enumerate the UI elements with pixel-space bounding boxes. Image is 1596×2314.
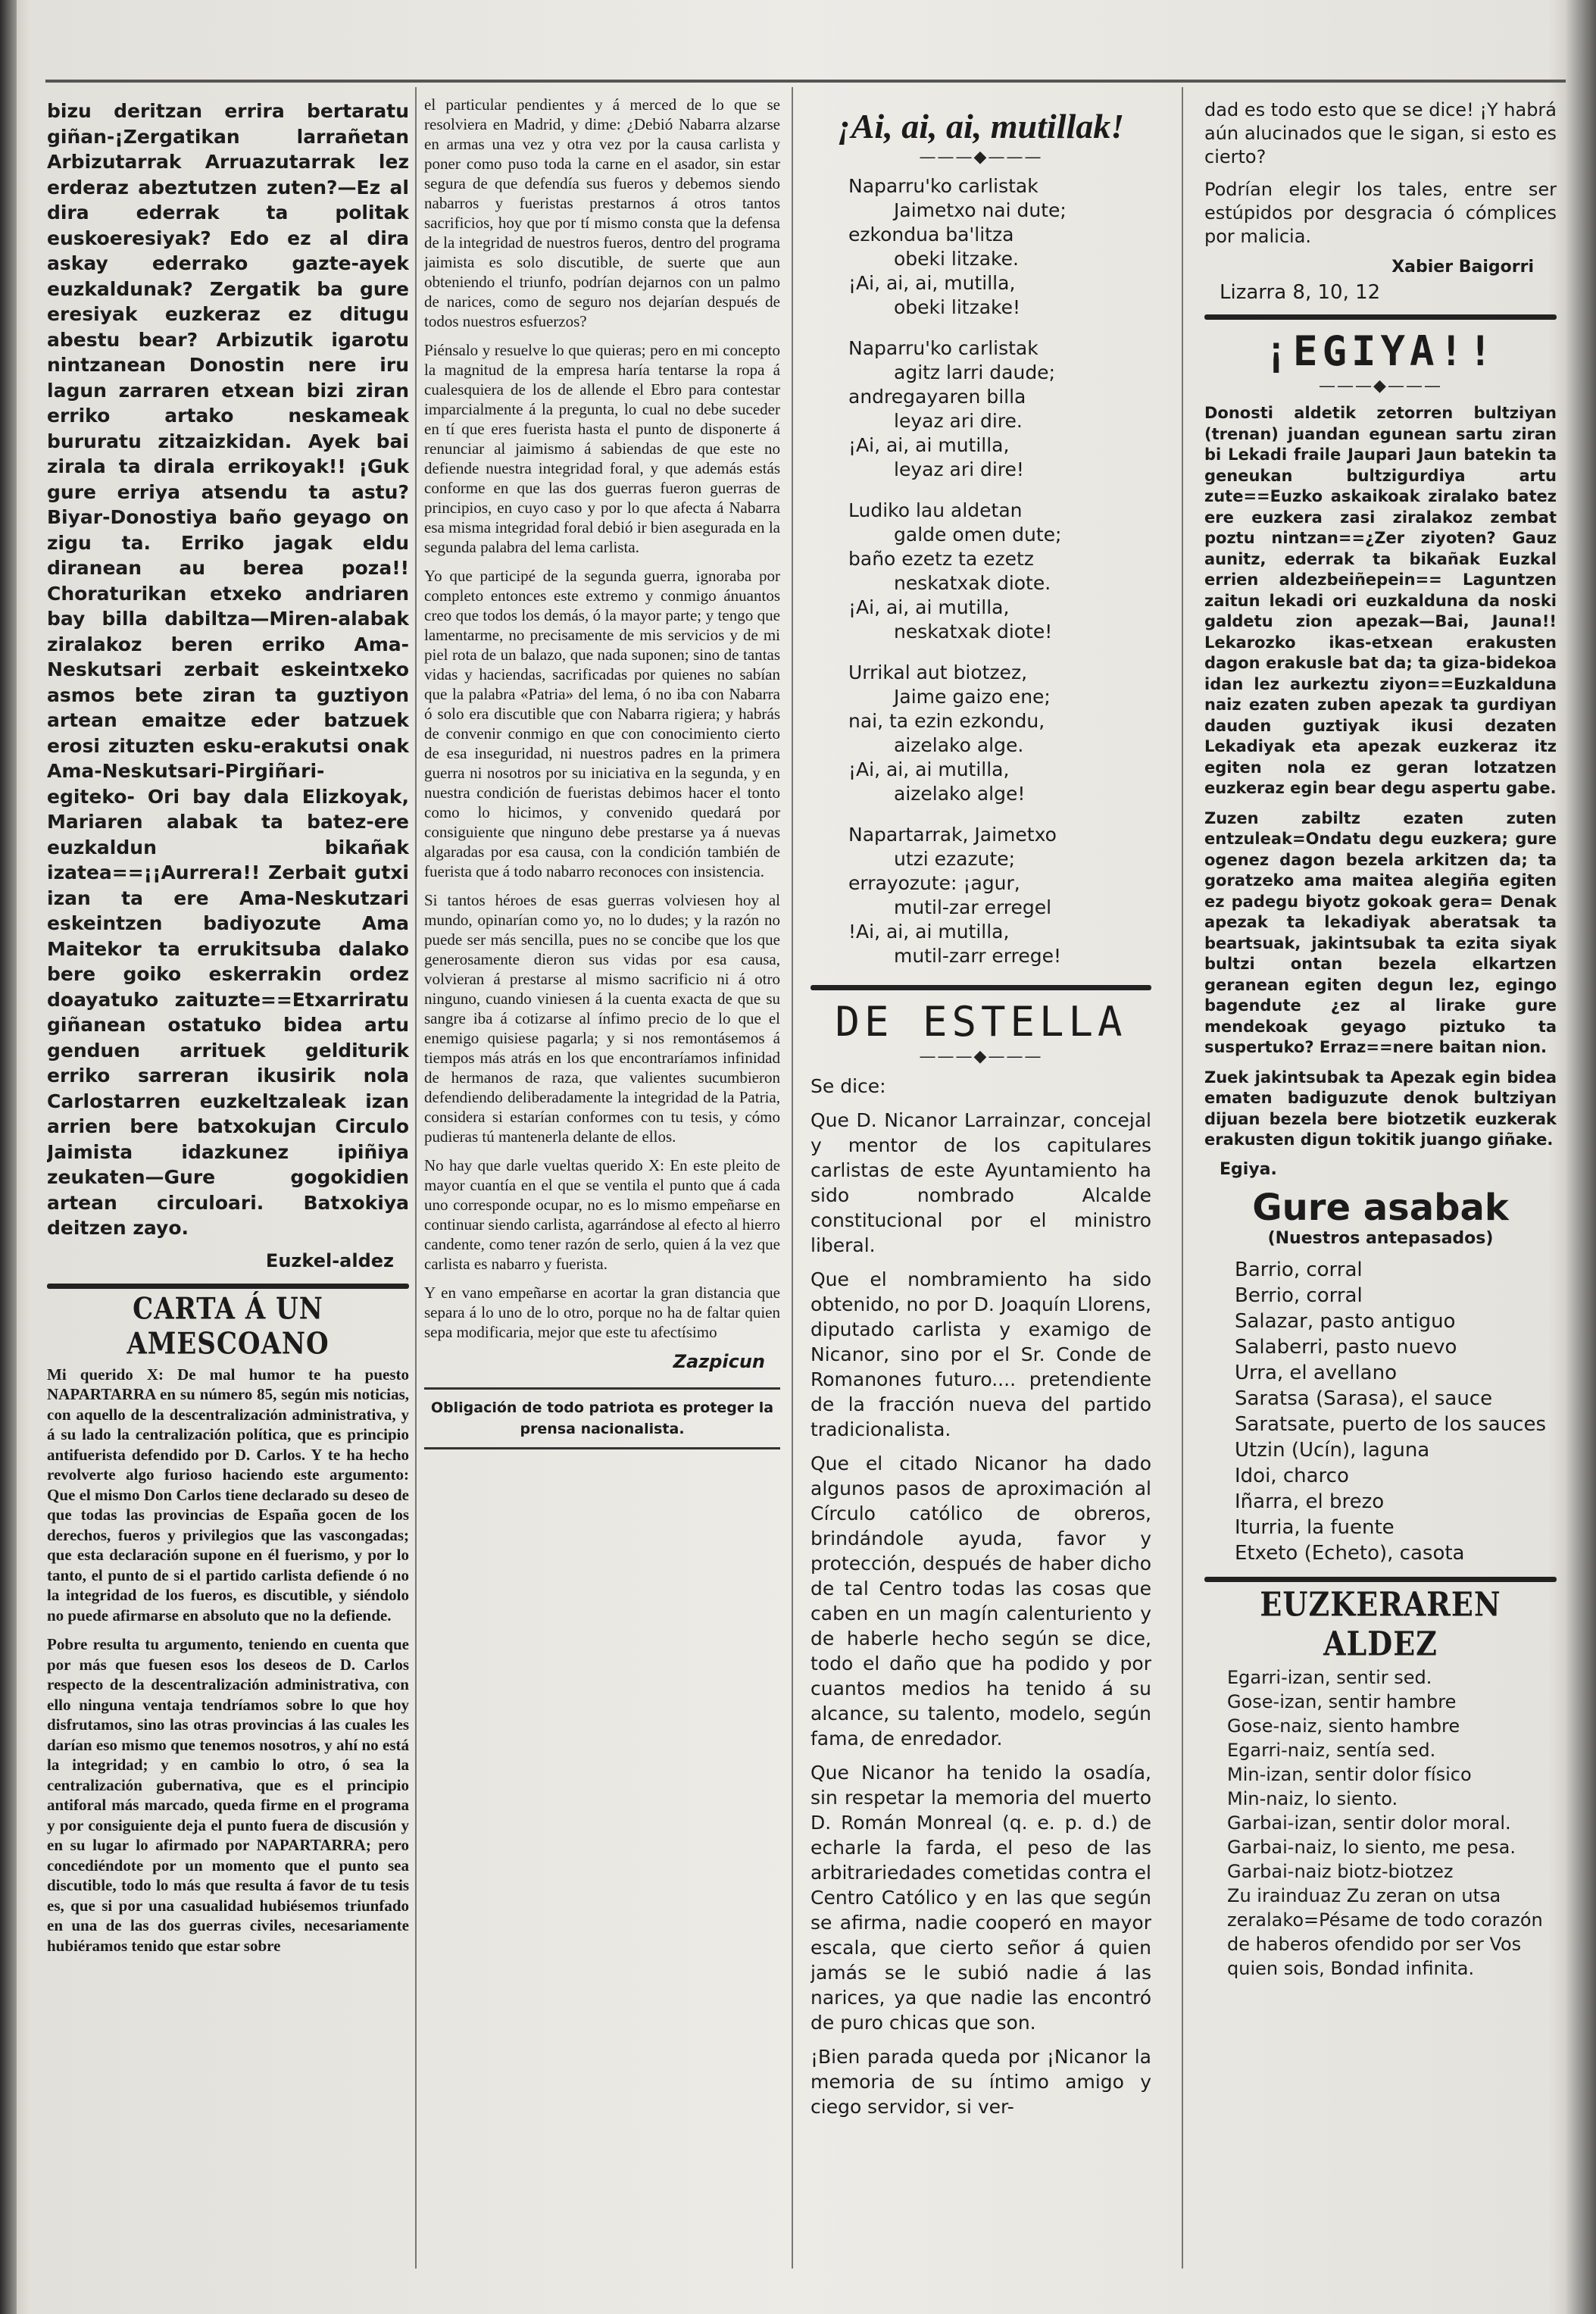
article-paragraph: el particular pendientes y á merced de lo que se resolviera en Madrid, y dime: ¿Debió Nabarra alzarse en armas una vez y otra vez por la causa carlista y poner como puso toda la carne en el asador, sin estar segura de que defendía sus fueros y debemos siendo nabarros y fueristas prestarnos á otros tantos sacrificios, hoy que por tí mismo consta que la defensa de la integridad de nuestros fueros, dentro del programa jaimista es solo discutible, de suerte que aun obteniendo el triunfo, podrían dejarnos con un palmo de narices, como de seguro nos dejarían después de todos nuestros esfuerzos? bbox=[424, 95, 780, 330]
article-signature: Xabier Baigorri bbox=[1391, 258, 1534, 277]
poem-line: ¡Ai, ai, ai, mutilla, bbox=[848, 272, 1016, 294]
list-item: Saratsate, puerto de los sauces bbox=[1235, 1412, 1546, 1436]
poem-line: errayozute: ¡agur, bbox=[848, 872, 1020, 894]
poem-line: galde omen dute; bbox=[894, 524, 1062, 546]
list-item: Berrio, corral bbox=[1235, 1284, 1363, 1307]
ancestors-list bbox=[1235, 1257, 1557, 1566]
article-paragraph: Yo que participé de la segunda guerra, ignoraba por completo entonces este extremo y conmigo ánuantos creo que todos los demás, ó la mayor parte; y tengo que lamentarme, no precisamente de mis servicios y de mi piel rota de un balazo, que nada suponen; sino de tantas vidas y haciendas, sacrificadas por quienes no sabían que la palabra «Patria» del lema, ó no iba con Nabarra ó solo era discutible que con Nabarra rigiera; y habrás de convenir conmigo en que con conocimiento cierto de esa inseguridad, ni nuestros padres en la primera guerra ni nosotros por su iniciativa en la segunda, y en nuestra condición de fueristas debimos hacer el tonto como lo hicimos, y convenido quedará por consiguiente que ninguno debe prestarse ya á nuevas algaradas por esa causa, con la condición también de fuerista que á todo nabarro reconoces con insistencia. bbox=[424, 567, 780, 880]
poem-line: neskatxak diote! bbox=[894, 621, 1053, 643]
article-paragraph: Mi querido X: De mal humor te ha puesto NAPARTARRA en su número 85, según mis noticias, con aquello de la descentralización administrativa, y á su lado la centralización política, que es principio antifuerista defendido por D. Carlos. Y te ha hecho revolverte algo furioso haciendo este argumento: Que el mismo Don Carlos tiene declarado su deseo de que todas las provincias de España gocen de los derechos, fueros y privilegios que las vascongadas; que esta declaración supone en él fuerismo, y por lo tanto, el punto de si el partido carlista defiende ó no la integridad de los fueros, es discutible, y siéndolo no puede afirmarse en absoluto que no la defiende. bbox=[47, 1365, 409, 1624]
list-item: Salaberri, pasto nuevo bbox=[1235, 1335, 1457, 1359]
article-subheading: (Nuestros antepasados) bbox=[1267, 1228, 1494, 1248]
ornament-divider: ———◆——— bbox=[919, 1047, 1043, 1066]
poem-line: ¡Ai, ai, ai mutilla, bbox=[848, 758, 1010, 780]
article-heading-egiya: ¡EGIYA!! bbox=[1263, 327, 1498, 375]
ornament-divider: ———◆——— bbox=[919, 148, 1043, 167]
column-4 bbox=[1204, 99, 1557, 1981]
article-paragraph: Podrían elegir los tales, entre ser estúpidos por desgracia ó cómplices por malicia. bbox=[1204, 179, 1557, 247]
estella-article-end bbox=[1204, 99, 1557, 249]
poem-line: ¡Ai, ai, ai mutilla, bbox=[848, 434, 1010, 456]
article-paragraph: Que D. Nicanor Larrainzar, concejal y mentor de los capitulares carlistas de este Ayuntamiento ha sido nombrado Alcalde constitucional por el ministro liberal. bbox=[810, 1109, 1151, 1256]
article-paragraph: dad es todo esto que se dice! ¡Y habrá aún alucinados que le sigan, si esto es cierto? bbox=[1204, 99, 1557, 167]
list-item: Iñarra, el brezo bbox=[1235, 1490, 1385, 1513]
poem-line: nai, ta ezin ezkondu, bbox=[848, 710, 1045, 732]
article-paragraph: Piénsalo y resuelve lo que quieras; pero en mi concepto la magnitud de la empresa haría tentarse la ropa á cualesquiera de los de allende el Ebro para contestar imparcialmente á la pregunta, lo cual no debe suceder en tí que eres fuerista hasta el punto de disponerte á renunciar al jaimismo á sabiendas de que este no defiende nuestra integridad foral, y que además estás conforme en que las dos guerras fueron guerras de principios, en cuyo caso y por lo que afecta á Nabarra esa misma integridad foral debió ir bien asegurada en la segunda palabra del lema carlista. bbox=[424, 341, 780, 556]
article-signature: Egiya. bbox=[1220, 1159, 1277, 1179]
article-paragraph: Y en vano empeñarse en acortar la gran distancia que separa á lo uno de lo otro, porque no ha de faltar quien sepa modificaria, mejor que este tu afectísimo bbox=[424, 1284, 780, 1341]
article-signature: Euzkel-aldez bbox=[265, 1249, 394, 1271]
list-item: Gose-naiz, siento hambre bbox=[1227, 1715, 1460, 1737]
article-paragraph: Donosti aldetik zetorren bultziyan (trenan) juandan egunean sartu ziran bi Lekadi fraile Jaupari Jaun batekin ta geneukan bultzigurdiya artu zute==Euzko askaikoak ziralako batez ere euzkera zasi ziralakoz zembat poztu nintzan==¿Zer ziyoten? Gauz aunitz, ederrak ta bikañak Euzkal errien aldezbeiñepein== Laguntzen zaitun lekadi ori euzkalduna da noski galdetu zion apezak—Bai, Jauna!! Lekarozko ikas-etxean erakusten dagon erakusle bat da; ta giza-bidekoa idan lez aurkeztu ziyon==Euzkalduna naiz ezaten zuben apezak ta gurdiyan dauden guztiyak ikusi dezaten Lekadiyak eta apezak euzkeraz itz egiten nola ez geran lotzatzen euzkeraz egin bear degu aspertu gabe. bbox=[1204, 404, 1557, 797]
article-heading-carta: CARTA Á UN AMESCOANO bbox=[126, 1291, 330, 1362]
estella-article bbox=[810, 1074, 1151, 2119]
column-3 bbox=[810, 99, 1151, 2128]
section-divider bbox=[1204, 1577, 1557, 1582]
article-paragraph: Si tantos héroes de esas guerras volviesen hoy al mundo, opinarían como yo, no lo dudes; y la razón no puede ser más sencilla, pues no se concibe que los que generosamente dieron sus vidas por esa causa, volvieran á prestarse al mismo sacrificio ni á otro ninguno, cuando viniesen á la cuenta exacta de que su sangre iba á cotizarse al ínfimo precio de lo que el enemigo quisiese pagarla; y si nos remontásemos á tiempos más atrás en los que encontraríamos infinidad de hermanos de raza, que valientes sucumbieron defendiendo deliberadamente la integridad de la Patria, considera si estarían conformes con tu tesis, y cómo pudieras tú mantenerla delante de ellos. bbox=[424, 891, 780, 1146]
article-paragraph: Pobre resulta tu argumento, teniendo en cuenta que por más que fuesen esos los deseos de D. Carlos respecto de la descentralización administrativa, con ello ninguna ventaja tendríamos sobre lo que hoy disfrutamos, sino las otras provincias á las cuales les darían eso mismo que tenemos nosotros, y ahí no está la integridad; y en cambio lo otro, ó sea la centralización gubernativa, que es el principio antiforal más marcado, queda firme en el programa y por consiguiente deja el punto fuera de discusión y en su lugar lo afirmado por NAPARTARRA; pero concediéndote por un momento que el punto sea discutible, todo lo más que resulta á favor de tu tesis es, que si por una casualidad hubiésemos triunfado en una de las dos guerras civiles, necesariamente hubiéramos tenido que estar sobre bbox=[47, 1635, 409, 1955]
list-item: Idoi, charco bbox=[1235, 1464, 1349, 1487]
poem-line: Napartarrak, Jaimetxo bbox=[848, 824, 1057, 846]
list-item: Garbai-izan, sentir dolor moral. bbox=[1227, 1812, 1511, 1834]
list-item: Garbai-naiz, lo siento, me pesa. bbox=[1227, 1836, 1516, 1858]
column-1 bbox=[47, 99, 409, 1965]
column-rule-2 bbox=[792, 87, 793, 2269]
list-item: Egarri-naiz, sentía sed. bbox=[1227, 1739, 1436, 1761]
vocabulary-list bbox=[1227, 1665, 1557, 1981]
page-edge-shadow-left bbox=[0, 0, 17, 2314]
poem-line: ezkondua ba'litza bbox=[848, 224, 1014, 245]
article-paragraph: Que el nombramiento ha sido obtenido, no por D. Joaquín Llorens, diputado carlista y examigo de Nicanor, sino por el Sr. Conde de Romanones futuro.... pretendiente de la fracción nueva del partido tradicionalista. bbox=[810, 1268, 1151, 1440]
list-item: Salazar, pasto antiguo bbox=[1235, 1309, 1456, 1333]
article-paragraph: Zuek jakintsubak ta Apezak egin bidea ematen badiguzute denok bultziyan dijuan bezela bere biotzetik euzkerak erakusten digun tokitik juango giñake. bbox=[1204, 1068, 1557, 1149]
article-heading-estella: DE ESTELLA bbox=[835, 998, 1127, 1046]
section-divider bbox=[1204, 314, 1557, 320]
poem-line: Ludiko lau aldetan bbox=[848, 499, 1023, 521]
poem-stanza bbox=[848, 661, 1151, 806]
poem-stanza bbox=[848, 174, 1151, 320]
article-paragraph: Se dice: bbox=[810, 1075, 886, 1097]
list-item: Iturria, la fuente bbox=[1235, 1515, 1395, 1539]
patriotic-note: Obligación de todo patriota es proteger la prensa nacionalista. bbox=[424, 1387, 780, 1449]
list-item: Garbai-naiz biotz-biotzez bbox=[1227, 1860, 1454, 1882]
poem-heading: ¡Ai, ai, ai, mutillak! bbox=[837, 107, 1125, 145]
article-paragraph: Que Nicanor ha tenido la osadía, sin respetar la memoria del muerto D. Román Monreal (q. e. p. d.) de echarle la farda, el peso de las arbitrariedades cometidas contra el Centro Católico y en las que según se afirma, nadie cooperó en mayor escala, que cierto señor á quien jamás se le subió nadie á las narices, ya que nadie las encontró de puro chicas que son. bbox=[810, 1762, 1151, 2034]
poem-stanza bbox=[848, 336, 1151, 482]
poem-line: leyaz ari dire. bbox=[894, 410, 1023, 432]
dateline: Lizarra 8, 10, 12 bbox=[1220, 281, 1381, 304]
poem-line: leyaz ari dire! bbox=[894, 458, 1024, 480]
list-item: Urra, el avellano bbox=[1235, 1361, 1397, 1384]
poem-line: neskatxak diote. bbox=[894, 572, 1051, 594]
ornament-divider: ———◆——— bbox=[1319, 377, 1442, 396]
poem-line: andregayaren billa bbox=[848, 386, 1026, 408]
article-paragraph: Que el citado Nicanor ha dado algunos pasos de aproximación al Círculo católico de obreros, brindándole ayuda, favor y protección, después de haber dicho de tal Centro todas las cosas que caben en un magín calenturiento y de haberle hecho según se dice, todo el daño que ha podido y por cuantos medios ha tenido á su alcance, su talento, modelo, según fama, de enredador. bbox=[810, 1453, 1151, 1750]
poem-line: Naparru'ko carlistak bbox=[848, 175, 1038, 197]
basque-article-continuation: bizu deritzan errira bertaratu giñan-¡Zergatikan larrañetan Arbizutarrak Arruazutarrak lez erderaz abeztutzen zuten?—Ez al dira ederrak ta politak euskoeresiyak? Edo ez al dira askay ederrako gazte-ayek euzkaldunak? Zergatik ba gure eresiyak euzkeraz ez ditugu abestu bear? Arbizutik igarotu nintzanean Donostin nere iru lagun zarraren etxean bizi ziran erriko artako neskameak bururatu zitzaizkidan. Ayek bai zirala ta dirala errikoyak!! ¡Guk gure erriya atsendu ta astu? Biyar-Donostiya baño geyago on zigu ta. Erriko jagak eldu diranean au berea poza!! Choraturikan etxeko andriaren bay billa dabiltza—Miren-alabak ziralakoz beren erriko Ama-Neskutsari zerbait eskeintxeko asmos bete ziran ta guztiyon artean emaitze eder batzuek erosi zituzten esku-erakutsi onak Ama-Neskutsari-Pirgiñari-egiteko- Ori bay dala Elizkoyak, Mariaren alabak ta batez-ere euzkaldun bikañak izatea==¡¡Aurrera!! Zerbait gutxi izan ta ere Ama-Neskutzari eskeintzen badiyozute Ama Maitekor ta errukitsuba dalako bere goiko eskerrakin ordez doayatuko zaituzte==Etxarriratu giñanean ostatuko bidea artu genduen arrituek gelditurik erriko sarreran ikusirik nola Carlostarren euzkeltzaleak izan arrien bere batxokujan Circulo Jaimista idazkunez ipiñiya zeukaten—Gure gogokidien artean circuloari. Batxokiya deitzen zayo. bbox=[47, 100, 409, 1239]
article-heading-euzkeraren-aldez: EUZKERAREN ALDEZ bbox=[1260, 1584, 1501, 1663]
poem-stanza bbox=[848, 499, 1151, 644]
poem-line: mutil-zar erregel bbox=[894, 896, 1052, 918]
poem-line: Naparru'ko carlistak bbox=[848, 337, 1038, 359]
list-item: Egarri-izan, sentir sed. bbox=[1227, 1666, 1432, 1688]
poem-line: Jaime gaizo ene; bbox=[894, 686, 1051, 708]
page-edge-shadow-right bbox=[1566, 0, 1596, 2314]
column-rule-3 bbox=[1182, 87, 1183, 2269]
poem bbox=[848, 174, 1151, 968]
article-paragraph: Zuzen zabiltz ezaten zuten entzuleak=Ondatu degu euzkera; gure ogenez dagon bezela arkitzen da; ta goratzeko ama maitea alegiña egiten ez padegu biyotz gokoak gera= Denak apezak ta lekadiyak aberatsak ta beartsuak, jakintsubak ta ezita siyak bultzi ontan bezela elkartzen geranean egiten degun lez, egingo bagendute ¿ez al lirake gure mendekoak geyago piztuko ta suspertuko? Erraz==nere baitan nion. bbox=[1204, 808, 1557, 1056]
poem-line: mutil-zarr errege! bbox=[894, 945, 1062, 967]
poem-line: aizelako alge! bbox=[894, 783, 1026, 805]
column-2 bbox=[424, 95, 780, 1449]
list-item: Zu irainduaz Zu zeran on utsa zeralako=Pésame de todo corazón de haberos ofendido por ser Vos quien sois, Bondad infinita. bbox=[1227, 1884, 1543, 1979]
section-divider bbox=[810, 985, 1151, 990]
poem-line: aizelako alge. bbox=[894, 734, 1024, 756]
top-rule bbox=[45, 80, 1566, 83]
poem-line: Urrikal aut biotzez, bbox=[848, 661, 1028, 683]
column-rule-1 bbox=[415, 87, 417, 2269]
article-paragraph: ¡Bien parada queda por ¡Nicanor la memoria de su íntimo amigo y ciego servidor, si ver- bbox=[810, 2046, 1151, 2118]
poem-line: obeki litzake! bbox=[894, 296, 1021, 318]
poem-line: baño ezetz ta ezetz bbox=[848, 548, 1034, 570]
section-divider bbox=[47, 1284, 409, 1289]
article-signature: Zazpicun bbox=[673, 1351, 765, 1372]
list-item: Utzin (Ucín), laguna bbox=[1235, 1438, 1430, 1462]
poem-line: utzi ezazute; bbox=[894, 848, 1016, 870]
egiya-article bbox=[1204, 403, 1557, 1151]
poem-line: Jaimetxo nai dute; bbox=[894, 199, 1067, 221]
poem-line: !Ai, ai, ai mutilla, bbox=[848, 921, 1010, 943]
list-item: Min-izan, sentir dolor físico bbox=[1227, 1763, 1472, 1785]
list-item: Barrio, corral bbox=[1235, 1258, 1363, 1281]
article-paragraph: No hay que darle vueltas querido X: En este pleito de mayor cuantía en el que se ventila el punto que á cada uno corresponde ocupar, no es lo mismo empeñarse en continuar siendo carlista, agarrándose al efecto al hierro candente, como tener razón de serlo, quien á la vez que carlista es nabarro y fuerista. bbox=[424, 1156, 780, 1273]
poem-line: ¡Ai, ai, ai mutilla, bbox=[848, 596, 1010, 618]
article-heading-gure-asabak: Gure asabak bbox=[1252, 1186, 1509, 1229]
list-item: Etxeto (Echeto), casota bbox=[1235, 1541, 1465, 1565]
list-item: Saratsa (Sarasa), el sauce bbox=[1235, 1387, 1493, 1410]
list-item: Min-naiz, lo siento. bbox=[1227, 1787, 1398, 1809]
poem-stanza bbox=[848, 823, 1151, 968]
poem-line: agitz larri daude; bbox=[894, 361, 1055, 383]
poem-line: obeki litzake. bbox=[894, 248, 1019, 270]
list-item: Gose-izan, sentir hambre bbox=[1227, 1690, 1457, 1712]
